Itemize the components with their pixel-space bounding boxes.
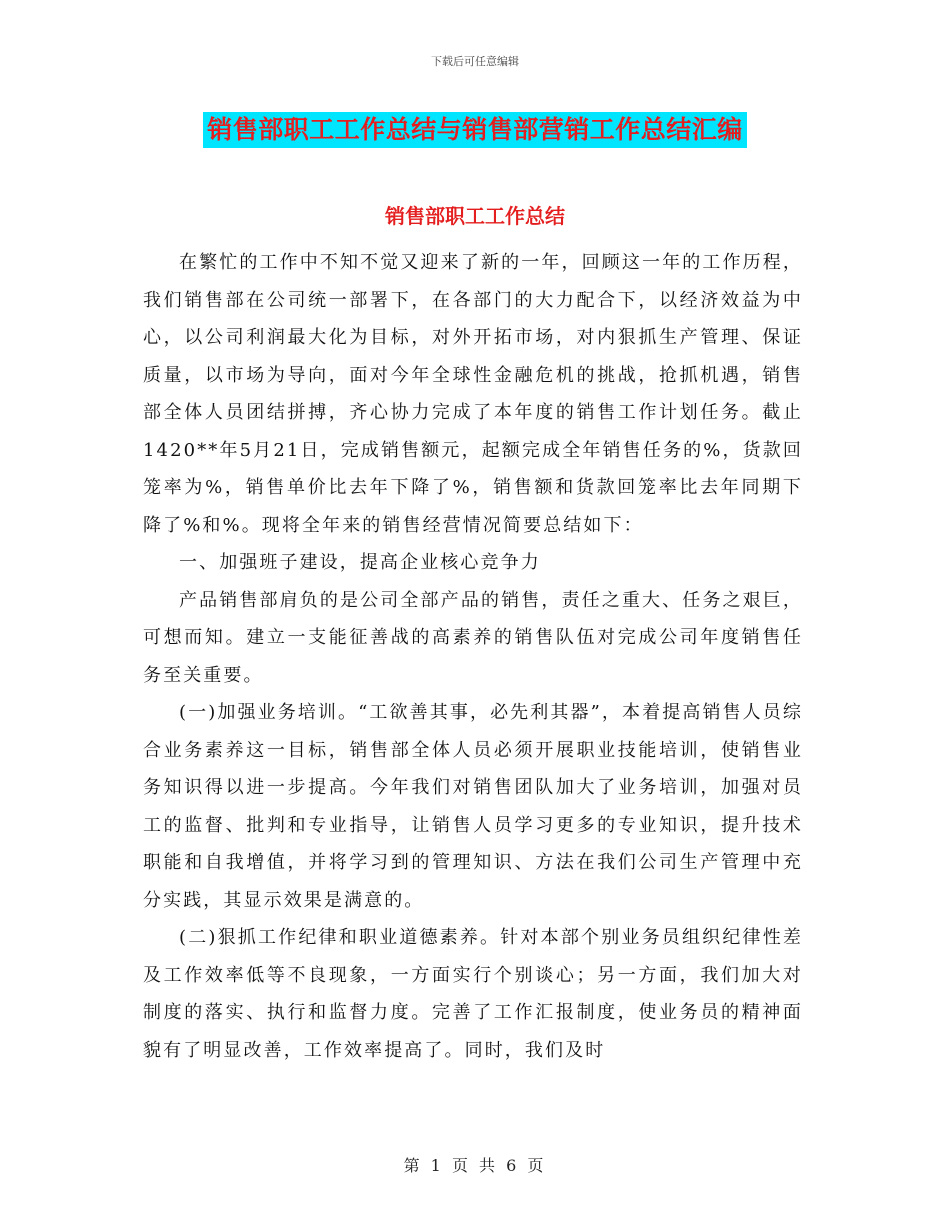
body-paragraph-1: 在繁忙的工作中不知不觉又迎来了新的一年，回顾这一年的工作历程，我们销售部在公司统一部署下，在各部门的大力配合下，以经济效益为中心，以公司利润最大化为目标，对外开拓市场，对内狠抓生产管理、保证质量，以市场为导向，面对今年全球性金融危机的挑战，抢抓机遇，销售部全体人员团结拼搏，齐心协力完成了本年度的销售工作计划任务。截止1420**年5月21日，完成销售额元，起额完成全年销售任务的%，货款回笼率为%，销售单价比去年下降了%，销售额和货款回笼率比去年同期下降了%和%。现将全年来的销售经营情况简要总结如下： [143, 252, 803, 536]
page-header-note: 下载后可任意编辑 [431, 55, 519, 68]
body-heading-1: 一、加强班子建设，提高企业核心竞争力 [179, 552, 541, 573]
body-paragraph-3: (一)加强业务培训。“工欲善其事，必先利其器”，本着提高销售人员综合业务素养这一目标，销售部全体人员必须开展职业技能培训，使销售业务知识得以进一步提高。今年我们对销售团队加大了业务培训，加强对员工的监督、批判和专业指导，让销售人员学习更多的专业知识，提升技术职能和自我增值，并将学习到的管理知识、方法在我们公司生产管理中充分实践，其显示效果是满意的。 [143, 702, 803, 911]
document-title-container [0, 112, 950, 148]
body-paragraph-2: 产品销售部肩负的是公司全部产品的销售，责任之重大、任务之艰巨，可想而知。建立一支能征善战的高素养的销售队伍对完成公司年度销售任务至关重要。 [143, 589, 803, 686]
section-title: 销售部职工工作总结 [385, 204, 565, 228]
page-number: 第 1 页 共 6 页 [403, 1156, 547, 1175]
document-body [143, 244, 803, 1069]
document-title: 销售部职工工作总结与销售部营销工作总结汇编 [203, 112, 747, 148]
body-paragraph-4: (二)狠抓工作纪律和职业道德素养。针对本部个别业务员组织纪律性差及工作效率低等不良现象，一方面实行个别谈心；另一方面，我们加大对制度的落实、执行和监督力度。完善了工作汇报制度，使业务员的精神面貌有了明显改善，工作效率提高了。同时，我们及时 [143, 927, 803, 1061]
